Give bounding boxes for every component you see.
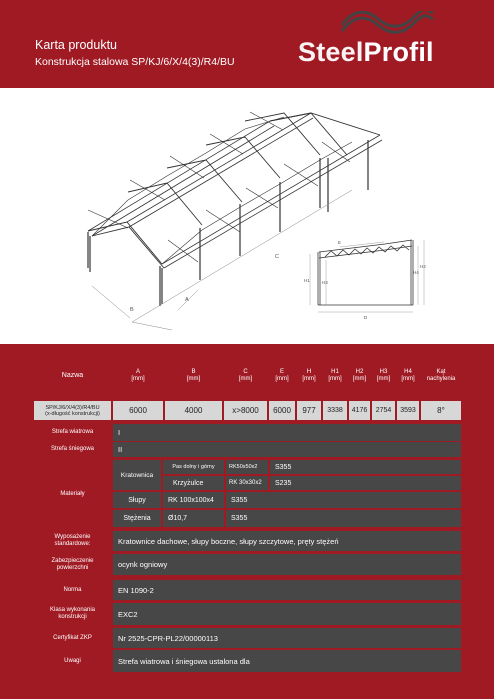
header-nazwa-text: Nazwa (61, 372, 84, 379)
header-b-text: B (191, 368, 196, 375)
wave-logo-icon (340, 11, 435, 37)
header-a-text: A (135, 368, 140, 375)
label-h4: H4 (413, 270, 419, 275)
value-b: 4000 (165, 401, 222, 420)
header-h1-unit: [mm] (328, 375, 342, 382)
label-norma: Norma (34, 580, 111, 600)
label-wyposazenie-line2: standardowe: (54, 541, 91, 547)
header-a (113, 350, 163, 401)
label-klasa-line1: Klasa wykonania (49, 607, 96, 613)
header-e-text: E (279, 368, 284, 375)
label-kratownica: Kratownica (113, 460, 161, 490)
label-krzyzulce: Krzyżulce (163, 476, 224, 490)
value-pas-steel: S355 (270, 460, 461, 474)
header-b-unit: [mm] (186, 375, 201, 382)
side-elevation (318, 240, 413, 305)
value-h2: 4176 (349, 401, 370, 420)
label-wyposazenie (34, 531, 111, 551)
structure-drawing (0, 88, 494, 348)
header-kat-unit: nachylenia (426, 375, 456, 382)
value-krzyzulce-profile: RK 30x30x2 (226, 476, 268, 490)
value-stezenia-profile: Ø10,7 (163, 510, 224, 527)
label-pas: Pas dolny i górny (163, 460, 224, 474)
value-wyposazenie: Kratownice dachowe, słupy boczne, słupy szczytowe, pręty stężeń (113, 531, 461, 551)
label-zabezpieczenie-line1: Zabezpieczenie (51, 557, 94, 564)
header-kat-text: Kąt (436, 368, 446, 375)
label-a: A (185, 297, 189, 303)
header-h3 (372, 350, 395, 401)
label-klasa-line2: konstrukcji (58, 614, 87, 620)
row-name-line1: SP/KJ/6/X/4(3)/R4/BU (45, 404, 100, 411)
side-dimension-labels (304, 240, 426, 320)
label-klasa (34, 603, 111, 625)
header-h2 (349, 350, 370, 401)
header-h1-text: H1 (331, 368, 339, 375)
header-e-unit: [mm] (275, 375, 289, 382)
value-strefa-sniegowa: II (113, 442, 461, 457)
header-h (297, 350, 321, 401)
header-h4-text: H4 (404, 368, 412, 375)
label-zabezpieczenie-line2: powierzchni (56, 564, 89, 571)
value-kat: 8° (421, 401, 461, 420)
value-a: 6000 (113, 401, 163, 420)
value-h3: 2754 (372, 401, 395, 420)
header-b (165, 350, 222, 401)
page-subtitle: Konstrukcja stalowa SP/KJ/6/X/4(3)/R4/BU (35, 56, 235, 68)
header-c-unit: [mm] (238, 375, 253, 382)
label-b: B (130, 307, 134, 313)
value-slupy-profile: RK 100x100x4 (163, 492, 224, 508)
value-certyfikat: Nr 2525-CPR-PL22/00000113 (113, 628, 461, 648)
header-nazwa (34, 350, 111, 401)
value-c: x>8000 (224, 401, 267, 420)
logo-part-profil: Profil (363, 37, 434, 67)
value-klasa: EXC2 (113, 603, 461, 625)
value-strefa-wiatrowa: I (113, 424, 461, 441)
header-h-text: H (306, 368, 312, 375)
value-norma: EN 1090-2 (113, 580, 461, 600)
value-stezenia-steel: S355 (226, 510, 461, 527)
label-zabezpieczenie (34, 554, 111, 575)
row-name (34, 401, 111, 420)
value-h: 977 (297, 401, 321, 420)
header-h2-unit: [mm] (352, 375, 367, 382)
page-title: Karta produktu (35, 38, 117, 52)
header-h-unit: [mm] (302, 375, 316, 382)
header-h4-unit: [mm] (401, 375, 415, 382)
label-d: D (364, 315, 368, 320)
label-h3: H3 (322, 280, 328, 285)
value-pas-profile: RK50x50x2 (226, 460, 268, 474)
header-h3-unit: [mm] (376, 375, 391, 382)
header-kat (421, 350, 461, 401)
value-zabezpieczenie: ocynk ogniowy (113, 554, 461, 575)
label-strefa-sniegowa: Strefa śniegowa (34, 442, 111, 457)
label-slupy: Słupy (113, 492, 161, 508)
header-h4 (397, 350, 419, 401)
value-h1: 3338 (323, 401, 347, 420)
label-uwagi: Uwagi (34, 650, 111, 672)
label-strefa-wiatrowa: Strefa wiatrowa (34, 424, 111, 441)
value-e: 6000 (269, 401, 295, 420)
header-e (269, 350, 295, 401)
header-c (224, 350, 267, 401)
brand-logo (298, 37, 434, 68)
header-h2-text: H2 (355, 368, 364, 375)
label-c: C (275, 254, 279, 260)
label-stezenia: Stężenia (113, 510, 161, 527)
label-certyfikat: Certyfikat ZKP (34, 628, 111, 648)
label-e: E (338, 240, 342, 245)
value-h4: 3593 (397, 401, 419, 420)
header-a-unit: [mm] (131, 375, 145, 382)
row-name-line2: (x-długość konstrukcji) (45, 410, 100, 417)
header-h3-text: H3 (379, 368, 388, 375)
value-slupy-steel: S355 (226, 492, 461, 508)
isometric-frame (88, 112, 382, 330)
label-h1: H1 (304, 278, 310, 283)
label-materialy: Materiały (34, 460, 111, 529)
label-wyposazenie-line1: Wyposażenie (54, 534, 91, 540)
header-c-text: C (243, 368, 248, 375)
logo-part-steel: Steel (298, 37, 364, 67)
header-h1 (323, 350, 347, 401)
label-h2: H2 (420, 264, 426, 269)
value-krzyzulce-steel: S235 (270, 476, 461, 490)
iso-dimension-labels (130, 254, 279, 313)
header-banner (0, 0, 494, 88)
value-uwagi: Strefa wiatrowa i śniegowa ustalona dla (113, 650, 461, 672)
